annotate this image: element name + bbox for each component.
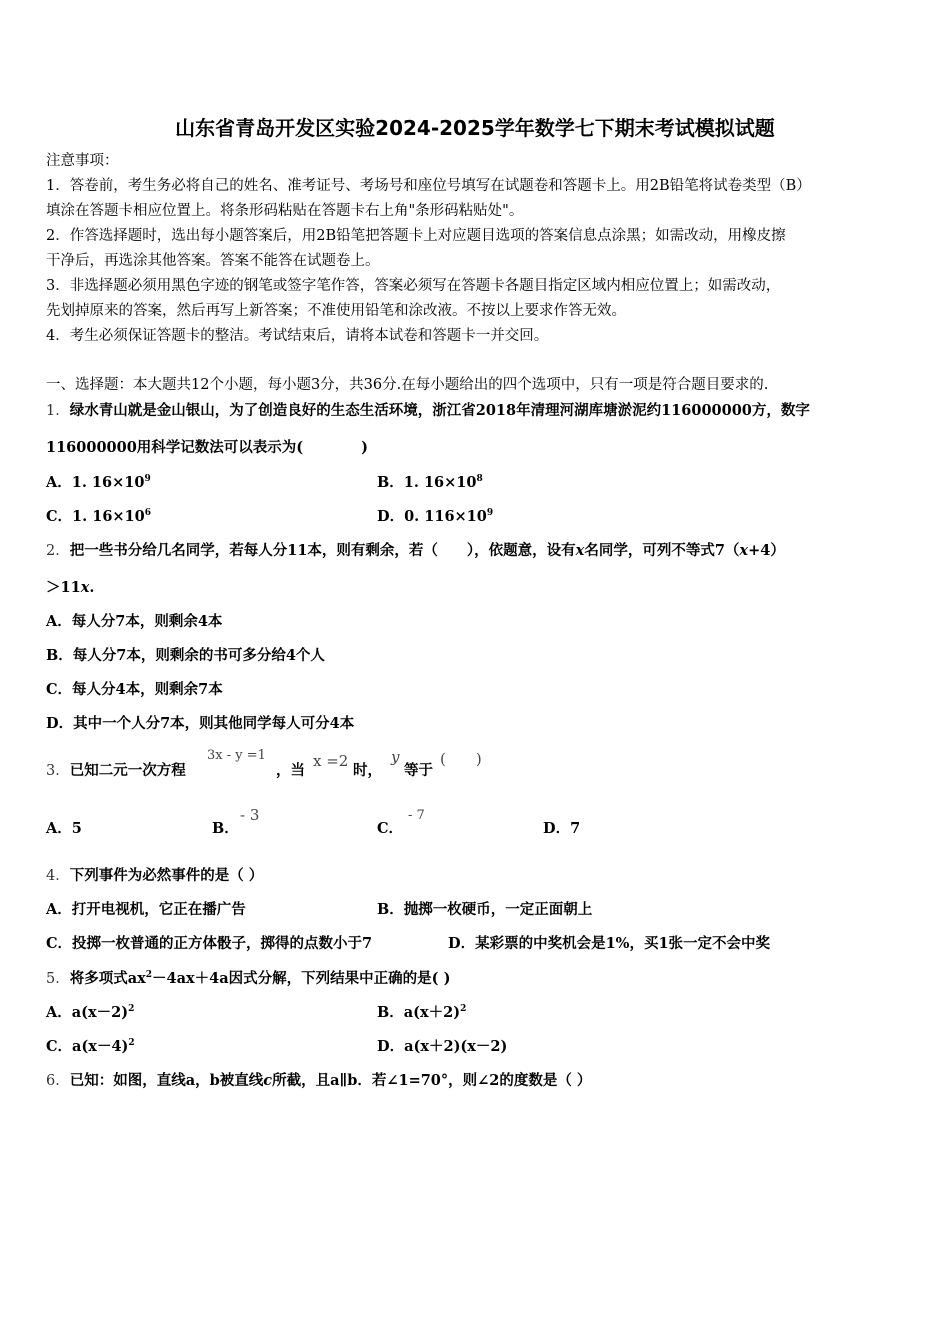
question-1-text-a	[46, 402, 810, 420]
page-title: 山东省青岛开发区实验2024-2025学年数学七下期末考试模拟试题	[175, 116, 775, 140]
period: .	[89, 579, 95, 596]
question-4-text	[46, 867, 263, 885]
section-heading: 一、选择题：本大题共12个小题，每小题3分，共36分.在每小题给出的四个选项中，只有一项是符合题目要求的.	[46, 377, 769, 393]
question-1-stem: 绿水青山就是金山银山，为了创造良好的生态生活环境，浙江省2018年清理河湖库塘淤泥约116000000方，数字	[69, 402, 810, 419]
question-3-option-d: D．7	[543, 820, 581, 837]
question-2-option-a: A．每人分7本，则剩余4本	[46, 613, 223, 630]
question-1-option-b	[377, 474, 483, 492]
question-2-number: 2．	[46, 543, 70, 559]
question-4-option-d: D．某彩票的中奖机会是1%，买1张一定不会中奖	[448, 935, 771, 952]
answer-blank: ( )	[440, 750, 482, 768]
variable-x: x	[739, 542, 749, 559]
question-4-option-a: A．打开电视机，它正在播广告	[46, 901, 246, 918]
question-6-text	[46, 1072, 591, 1090]
question-1-option-c	[46, 508, 151, 526]
question-5-option-c	[46, 1038, 135, 1056]
notice-item-4: 4．考生必须保证答题卡的整洁。考试结束后，请将本试卷和答题卡一并交回。	[46, 328, 549, 344]
question-5-option-a	[46, 1004, 134, 1022]
question-5-option-d: D．a(x＋2)(x－2)	[377, 1038, 508, 1055]
question-4-option-b: B．抛掷一枚硬币，一定正面朝上	[377, 901, 593, 918]
option-d-exponent: 9	[486, 508, 494, 518]
question-2-text-b	[46, 579, 94, 597]
question-5-number: 5．	[46, 971, 70, 987]
question-3-option-c: C．	[377, 820, 404, 837]
question-3-then: 时，	[353, 762, 382, 779]
question-3-equals: 等于	[404, 762, 433, 779]
question-5-stem: 将多项式ax	[69, 970, 146, 987]
question-3-number: 3．	[46, 763, 70, 779]
variable-x: x	[80, 579, 90, 596]
equation-image: 3x - y =1	[207, 748, 266, 763]
question-1-option-a	[46, 474, 151, 492]
question-1-option-d	[377, 508, 493, 526]
question-1-text-b: 116000000用科学记数法可以表示为( )	[46, 439, 369, 456]
question-1-number: 1．	[46, 403, 70, 419]
question-2-stem: 把一些书分给几名同学，若每人分11本，则有剩余，若（ ），依题意，设有	[69, 542, 576, 559]
option-c-value: - 7	[408, 808, 425, 823]
question-6-number: 6．	[46, 1073, 70, 1089]
question-3-option-a: A．5	[46, 820, 82, 837]
question-5-option-b	[377, 1004, 466, 1022]
notice-item-2a: 2．作答选择题时，选出每小题答案后，用2B铅笔把答题卡上对应题目选项的答案信息点涂黑；如需改动，用橡皮擦	[46, 228, 786, 244]
question-3-option-b: B．	[212, 820, 239, 837]
inequality-part: ＞11	[46, 579, 81, 596]
notice-heading: 注意事项：	[46, 153, 119, 169]
notice-item-3b: 先划掉原来的答案，然后再写上新答案；不准使用铅笔和涂改液。不按以上要求作答无效。	[46, 303, 626, 319]
option-b-label: B．a(x＋2)	[377, 1004, 461, 1021]
question-2-stem-cont: 名同学，可列不等式7（	[584, 542, 740, 559]
option-b-value: - 3	[240, 806, 260, 824]
option-b-exponent: 2	[460, 1004, 467, 1014]
option-a-exponent: 9	[144, 474, 151, 484]
variable-c: c	[263, 1072, 273, 1089]
condition-image: x =2	[313, 752, 349, 770]
exponent: 2	[145, 970, 153, 980]
question-2-option-b: B．每人分7本，则剩余的书可多分给4个人	[46, 647, 325, 664]
question-2-text-a	[46, 542, 785, 560]
option-c-label: C．1. 16×10	[46, 508, 145, 525]
question-2-stem-end: +4）	[748, 542, 785, 559]
question-4-number: 4．	[46, 868, 70, 884]
question-3-text	[46, 762, 186, 780]
option-a-label: A．a(x－2)	[46, 1004, 129, 1021]
notice-item-1a: 1．答卷前，考生务必将自己的姓名、准考证号、考场号和座位号填写在试题卷和答题卡上。用2B铅笔将试卷类型（B）	[46, 178, 811, 194]
option-a-label: A．1. 16×10	[46, 474, 145, 491]
option-c-label: C．a(x－4)	[46, 1038, 129, 1055]
option-c-exponent: 6	[144, 508, 151, 518]
option-d-label: D．0. 116×10	[377, 508, 487, 525]
option-b-label: B．1. 16×10	[377, 474, 477, 491]
notice-item-2b: 干净后，再选涂其他答案。答案不能答在试题卷上。	[46, 253, 380, 269]
question-5-stem-end: －4ax＋4a因式分解，下列结果中正确的是( )	[152, 970, 451, 987]
notice-item-1b: 填涂在答题卡相应位置上。将条形码粘贴在答题卡右上角"条形码粘贴处"。	[46, 203, 524, 219]
question-6-stem: 已知：如图，直线a，b被直线	[69, 1072, 264, 1089]
question-6-stem-end: 所截，且a∥b．若∠1=70°，则∠2的度数是（ ）	[272, 1072, 592, 1089]
option-c-exponent: 2	[128, 1038, 135, 1048]
variable-y: y	[391, 748, 400, 766]
question-2-option-c: C．每人分4本，则剩余7本	[46, 681, 223, 698]
question-5-text	[46, 970, 450, 988]
variable-x: x	[575, 542, 585, 559]
question-2-option-d: D．其中一个人分7本，则其他同学每人可分4本	[46, 715, 355, 732]
question-3-when: ，当	[276, 762, 305, 779]
question-3-stem: 已知二元一次方程	[69, 762, 186, 779]
option-a-exponent: 2	[128, 1004, 135, 1014]
notice-item-3a: 3．非选择题必须用黑色字迹的钢笔或签字笔作答，答案必须写在答题卡各题目指定区域内相应位置上；如需改动，	[46, 278, 781, 294]
option-b-exponent: 8	[476, 474, 483, 484]
question-4-option-c: C．投掷一枚普通的正方体骰子，掷得的点数小于7	[46, 935, 373, 952]
question-4-stem: 下列事件为必然事件的是（ ）	[69, 867, 264, 884]
